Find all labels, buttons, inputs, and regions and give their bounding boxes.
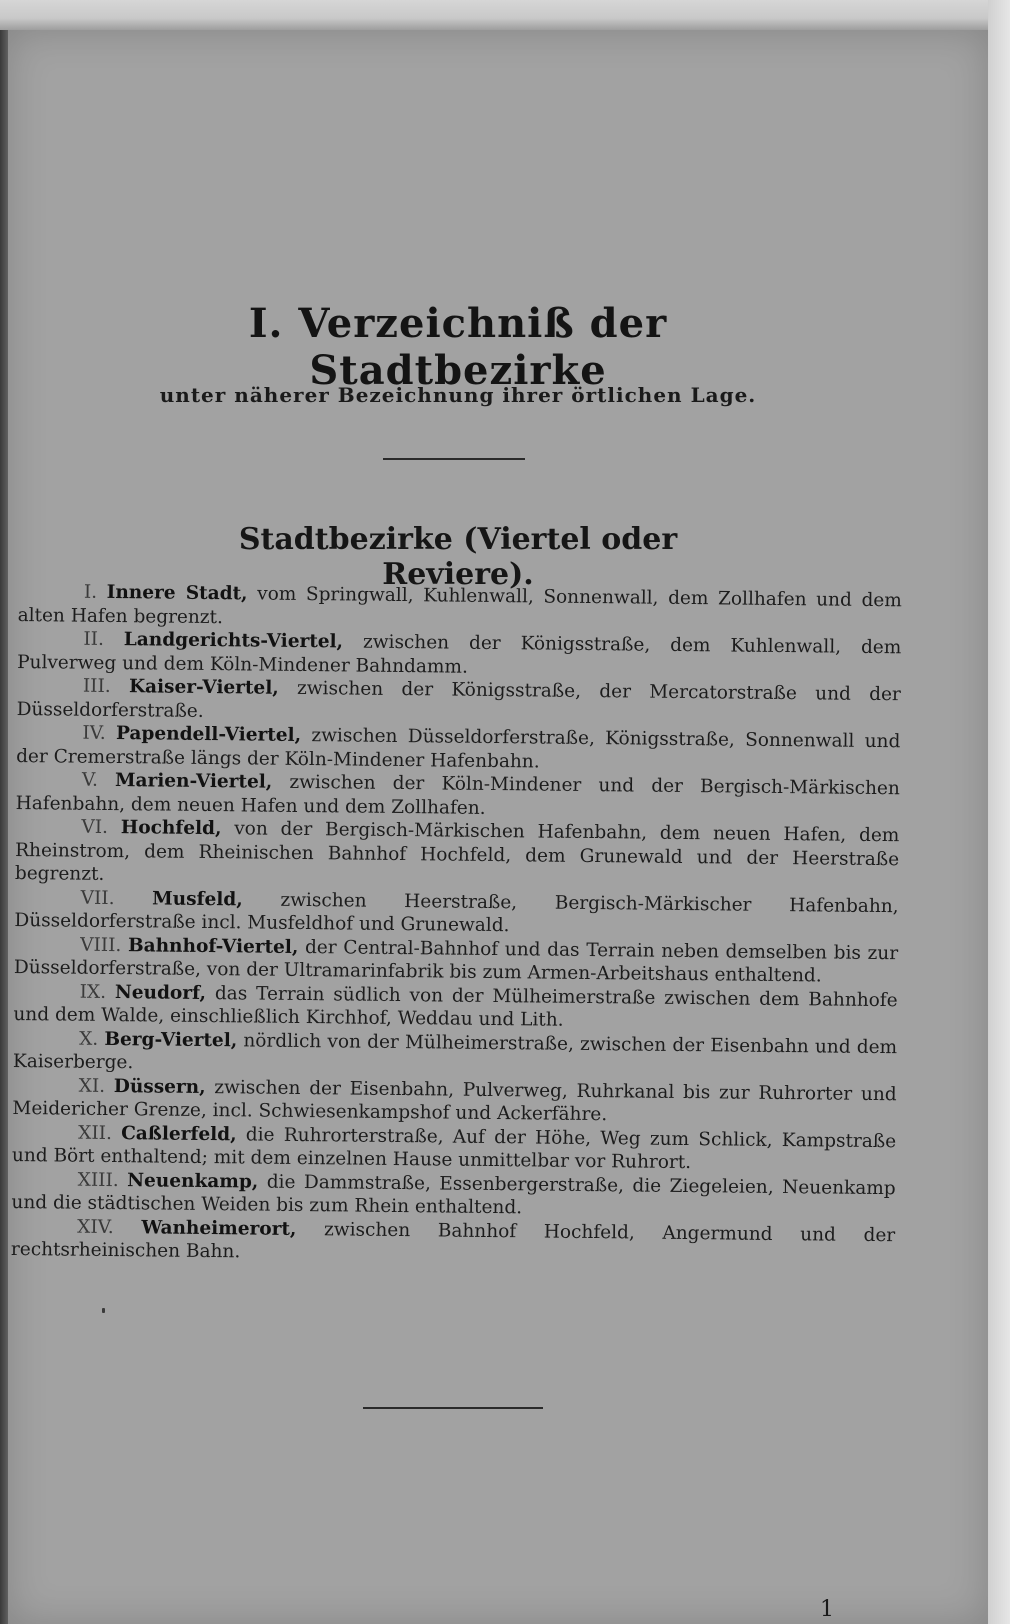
district-number: II. (83, 628, 104, 650)
district-entry (11, 1167, 895, 1223)
ink-speck (102, 1308, 105, 1313)
district-description: zwischen der Königsstraße, der Mercatorstraße und der Düsseldorferstraße. (16, 677, 901, 722)
district-name: Hochfeld, (120, 817, 222, 840)
district-number: XI. (78, 1075, 106, 1097)
district-name: Berg-Viertel, (104, 1028, 238, 1051)
district-entry (12, 1120, 896, 1176)
district-description: der Central-Bahnhof und das Terrain neben demselben bis zur Düsseldorferstraße, von der Ultramarinfabrik bis zum Armen-Arbeitshaus enthaltend. (13, 936, 899, 987)
district-description: zwischen der Köln-Mindener und der Bergisch-Märkischen Hafenbahn, dem neuen Hafen und dem Zollhafen. (15, 771, 900, 819)
district-number: VIII. (80, 934, 122, 956)
document-page (8, 30, 988, 1624)
district-description: die Ruhrorterstraße, Auf der Höhe, Weg zum Schlick, Kampstraße und Bört enthaltend; mit dem einzelnen Hause unmittelbar vor Ruhrort. (11, 1123, 897, 1174)
district-entry (14, 885, 898, 941)
district-name: Papendell-Viertel, (115, 723, 302, 746)
page-subtitle: unter näherer Bezeichnung ihrer örtlichen Lage. (159, 383, 757, 407)
district-name: Innere Stadt, (106, 581, 248, 605)
district-description: zwischen der Eisenbahn, Pulverweg, Ruhrkanal bis zur Ruhrorter und Meidericher Grenze, incl. Schwiesenkampshof und Ackerfähre. (12, 1076, 897, 1126)
district-number: X. (79, 1028, 99, 1050)
divider-rule (383, 458, 525, 460)
district-description: das Terrain südlich von der Mülheimerstraße zwischen dem Bahnhofe und dem Walde, einschließlich Kirchhof, Weddau und Lith. (13, 982, 898, 1031)
district-number: III. (82, 675, 111, 697)
district-number: XIII. (77, 1169, 119, 1191)
district-number: IX. (79, 981, 107, 1003)
district-name: Musfeld, (152, 887, 243, 910)
district-number: IV. (82, 722, 106, 744)
district-name: Wanheimerort, (141, 1216, 297, 1240)
district-description: vom Springwall, Kuhlenwall, Sonnenwall, dem Zollhafen und dem alten Hafen begrenzt. (17, 583, 902, 628)
district-name: Landgerichts-Viertel, (123, 629, 344, 653)
district-description: zwischen Bahnhof Hochfeld, Angermund und der rechtsrheinischen Bahn. (10, 1218, 896, 1263)
district-entry (15, 815, 900, 895)
district-number: XIV. (77, 1216, 114, 1238)
section-heading: Stadtbezirke (Viertel oder Reviere). (238, 522, 678, 592)
district-description: zwischen Heerstraße, Bergisch-Märkischer Hafenbahn, Düsseldorferstraße incl. Musfeldhof und Grunewald. (14, 888, 899, 937)
district-number: VII. (80, 887, 115, 909)
district-name: Bahnhof-Viertel, (127, 934, 299, 958)
district-number: V. (81, 769, 99, 791)
district-entry (14, 932, 898, 988)
district-entry (11, 1214, 895, 1270)
district-description: von der Bergisch-Märkischen Hafenbahn, dem neuen Hafen, dem Rheinstrom, dem Rheinischen Bahnhof Hochfeld, dem Grunewald und der Heerstraße begrenzt. (14, 818, 900, 885)
district-name: Kaiser-Viertel, (128, 676, 279, 699)
district-entry (12, 1073, 896, 1129)
divider-rule (363, 1407, 543, 1409)
district-list (11, 580, 902, 1271)
district-name: Neudorf, (114, 981, 207, 1004)
district-number: I. (83, 581, 98, 603)
district-name: Marien-Viertel, (114, 770, 273, 793)
district-description: nördlich von der Mülheimerstraße, zwischen der Eisenbahn und dem Kaiserberge. (12, 1029, 898, 1074)
page-number: 1 (820, 1597, 834, 1622)
district-number: XII. (78, 1122, 112, 1144)
scan-right-edge (988, 0, 1010, 1624)
district-name: Neuenkamp, (127, 1169, 259, 1193)
district-description: zwischen Düsseldorferstraße, Königsstraße, Sonnenwall und der Cremerstraße längs der Köln-Mindener Hafenbahn. (16, 724, 901, 772)
district-description: zwischen der Königsstraße, dem Kuhlenwall, dem Pulverweg und dem Köln-Mindener Bahndamm. (17, 631, 902, 678)
district-name: Caßlerfeld, (121, 1122, 237, 1145)
district-name: Düssern, (113, 1075, 206, 1098)
district-number: VI. (81, 816, 109, 838)
district-description: die Dammstraße, Essenbergerstraße, die Ziegeleien, Neuenkamp und die städtischen Weiden bis zum Rhein enthaltend. (11, 1171, 896, 1219)
page-title: I. Verzeichniß der Stadtbezirke (248, 300, 668, 394)
scan-top-edge (0, 0, 1010, 30)
district-entry (13, 979, 897, 1035)
